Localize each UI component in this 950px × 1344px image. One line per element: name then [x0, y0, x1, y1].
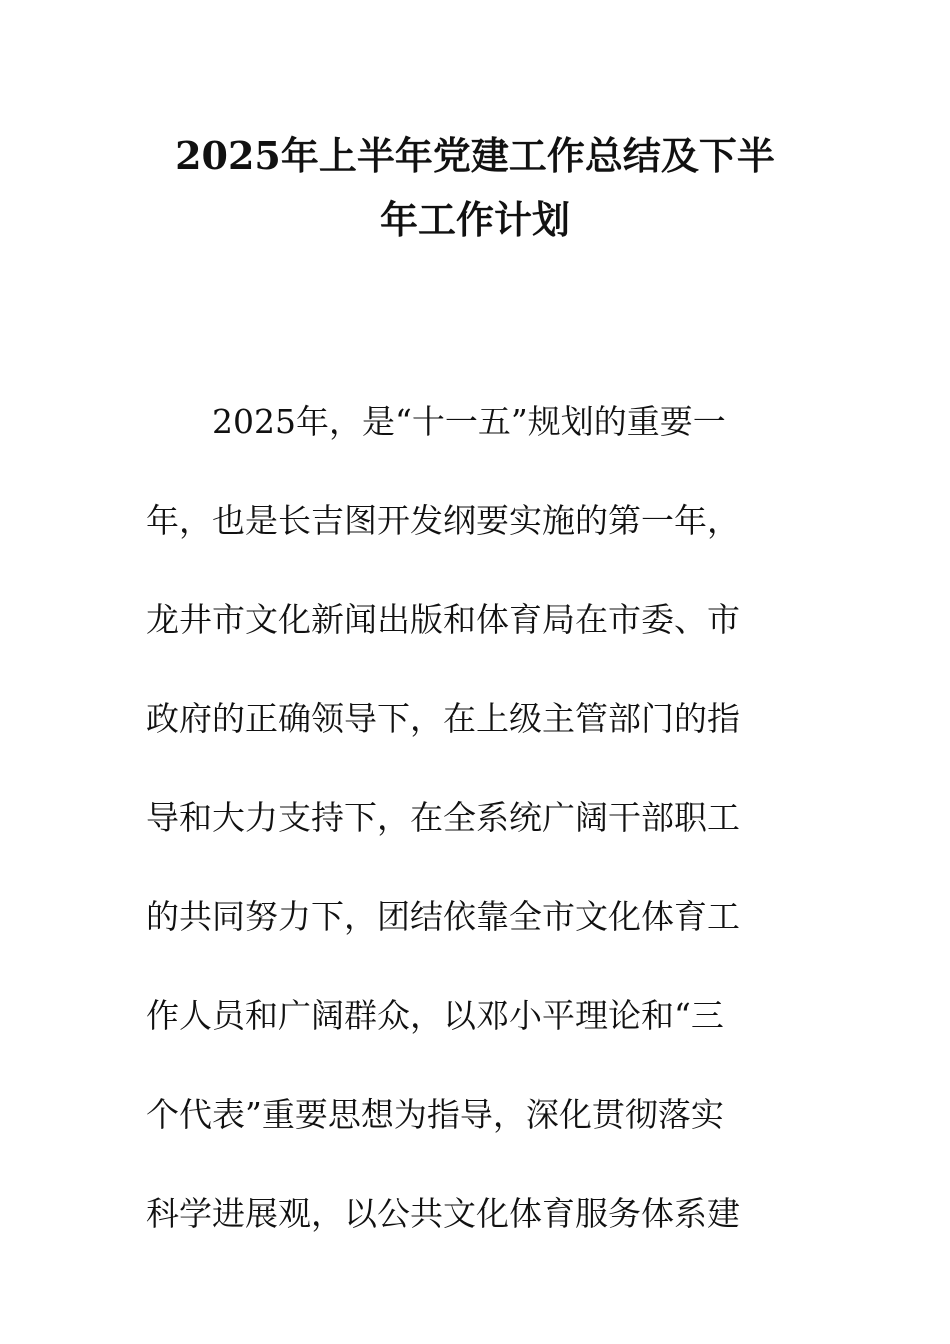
document-body: [146, 372, 796, 1263]
paragraph-line: 作人员和广阔群众，以邓小平理论和“三: [146, 996, 724, 1035]
paragraph-line: 个代表”重要思想为指导，深化贯彻落实: [146, 1095, 724, 1134]
paragraph-line: 龙井市文化新闻出版和体育局在市委、市: [146, 600, 740, 639]
title-line: 2025年上半年党建工作总结及下半: [175, 133, 775, 178]
paragraph-line: 2025年，是“十一五”规划的重要一: [212, 402, 726, 441]
paragraph-line: 导和大力支持下，在全系统广阔干部职工: [146, 798, 740, 837]
paragraph-line: 政府的正确领导下，在上级主管部门的指: [146, 699, 740, 738]
document-title: [0, 124, 950, 252]
paragraph-line: 的共同努力下，团结依靠全市文化体育工: [146, 897, 740, 936]
title-line: 年工作计划: [379, 197, 570, 242]
paragraph-line: 科学进展观，以公共文化体育服务体系建: [146, 1194, 740, 1233]
paragraph-line: 年，也是长吉图开发纲要实施的第一年，: [146, 501, 740, 540]
